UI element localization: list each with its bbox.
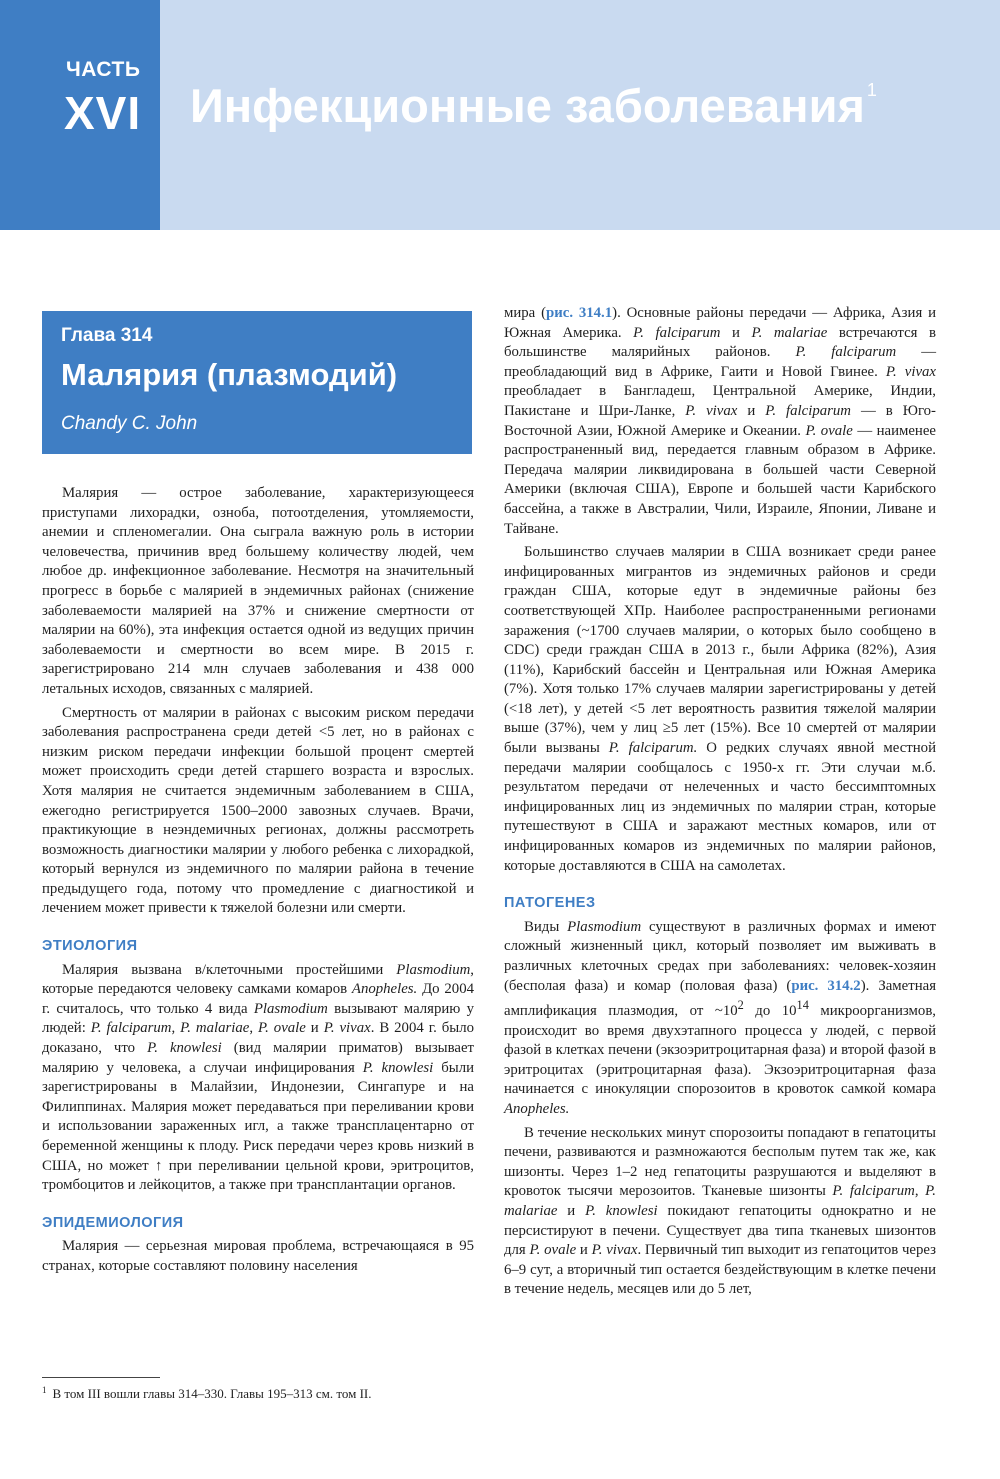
- figure-ref-314-1[interactable]: рис. 314.1: [546, 305, 613, 321]
- figure-ref-314-2[interactable]: рис. 314.2: [791, 977, 861, 994]
- left-column: [42, 484, 474, 1281]
- intro-paragraph-2: Смертность от малярии в районах с высоким риском передачи заболевания распространена среди детей <5 лет, но в районах с низким риском передачи инфекции большой процент смертей может происходить среди детей старшего возраста и взрослых. Хотя малярия не считается эндемичным заболеванием в США, ежегодно регистрируется 1500–2000 завозных случаев. Врачи, практикующие в неэндемичных регионах, должны рассмотреть возможность диагностики малярии у любого ребенка с лихорадкой, который вернулся из эндемичного по малярии района в течение предыдущего года, потому что промедление с диагностикой и лечением может привести к тяжелой болезни или смерти.: [42, 704, 474, 917]
- pathogenesis-paragraph-2: В течение нескольких минут спорозоиты попадают в гепатоциты печени, развиваются и размножаются бесполым путем так же, как шизонты. Через 1–2 нед гепатоциты разрушаются и выделяют в кровоток тысячи мерозоитов. Тканевые шизонты P. falciparum, P. malariae и P. knowlesi покидают гепатоциты однократно и не персистируют в печени. Существует два типа тканевых шизонтов для P. ovale и P. vivax. Первичный тип выходит из гепатоцитов через 6–9 сут, а вторичный тип остается бездействующим в клетке печени в течение недель, месяцев или до 5 лет,: [504, 1124, 936, 1298]
- pathogenesis-paragraph-1: Виды Plasmodium существуют в различных формах и имеют сложный жизненный цикл, который позволяет им выживать в различных клеточных средах при заболеваниях: человек-хозяин (бесполая фаза) и комар (половая фаза) (рис. 314.2). Заметная амплификация плазмодия, от $\sim 10^2$ до $10^{14}$ микроорганизмов, происходит во время двухэтапного процесса у людей, с первой фазой в клетках печени (экзоэритроцитарная фаза) и второй фазой в эритроцитах (эритроцитарная фаза). Экзоэритроцитарная фаза начинается с инокуляции спорозоитов в кровоток самкой комара Anopheles.: [504, 918, 937, 1118]
- right-column: [504, 304, 936, 1304]
- chapter-label: Глава 314: [61, 325, 153, 346]
- epidemiology-paragraph-continued: мира (рис. 314.1). Основные районы передачи — Африка, Азия и Южная Америка. P. falciparum и P. malariae встречаются в большинстве малярийных районов. P. falciparum — преобладающий вид в Африке, Гаити и Новой Гвинее. P. vivax преобладает в Бангладеш, Центральной Америке, Индии, Пакистане и Шри-Ланке, P. vivax и P. falciparum — в Юго-Восточной Азии, Южной Америке и Океании. P. ovale — наименее распространенный вид, передается главным образом в Африке. Передача малярии ликвидирована в большей части Северной Америки (включая США), Европе и большей части Карибского бассейна, а также в Австралии, Чили, Израиле, Японии, Ливане и Тайване.: [504, 305, 936, 537]
- chapter-header: [42, 311, 472, 454]
- etiology-paragraph: Малярия вызвана в/клеточными простейшими Plasmodium, которые передаются человеку самками комаров Anopheles. До 2004 г. считалось, что только 4 вида Plasmodium вызывают малярию у людей: P. falciparum, P. malariae, P. ovale и P. vivax. В 2004 г. было доказано, что P. knowlesi (вид малярии приматов) вызывает малярию у человека, а случаи инфицирования P. knowlesi были зарегистрированы в Малайзии, Индонезии, Сингапуре и на Филиппинах. Малярия может передаваться при переливании крови и использовании зараженных игл, а также трансплацентарно от беременной женщины к плоду. Риск передачи через кровь низкий в США, но может ↑ при переливании цельной крови, эритроцитов, тромбоцитов и лейкоцитов, а также при трансплантации органов.: [42, 961, 475, 1194]
- epidemiology-paragraph-start: Малярия — серьезная мировая проблема, встречающаяся в 95 странах, которые составляют половину населения: [42, 1238, 474, 1274]
- chapter-author: Chandy C. John: [61, 413, 198, 434]
- intro-paragraph-1: Малярия — острое заболевание, характеризующееся приступами лихорадки, озноба, потоотделения, утомляемости, анемии и спленомегалии. Она сыграла важную роль в истории человечества, причинив вред большему количеству людей, чем любое др. инфекционное заболевание. Несмотря на значительный прогресс в борьбе с малярией в эндемичных районах (снижение заболеваемости малярией на 37% и снижение смертности от малярии на 60%), эта инфекция остается одной из ведущих причин заболеваемости и смертности во всем мире. В 2015 г. зарегистрировано 214 млн случаев заболевания и 438 000 летальных исходов, связанных с малярией.: [42, 485, 474, 697]
- part-label: ЧАСТЬ: [66, 58, 141, 81]
- footnote-rule: [42, 1377, 160, 1378]
- part-title: [190, 78, 990, 133]
- part-banner: [0, 0, 1000, 230]
- etiology-heading: ЭТИОЛОГИЯ: [42, 938, 138, 955]
- part-number-box: [0, 0, 160, 230]
- chapter-title: Малярия (плазмодий): [61, 357, 398, 392]
- part-title-footnote-mark: 1: [866, 80, 877, 100]
- footnote-mark: 1: [42, 1385, 47, 1395]
- part-title-text: Инфекционные заболевания: [190, 79, 865, 132]
- epidemiology-paragraph-2: Большинство случаев малярии в США возникает среди ранее инфицированных мигрантов из эндемичных районов и среди граждан США, которые едут в эндемичные районы без соответствующей ХПр. Наиболее распространенными регионами заражения (~1700 случаев малярии, о которых было сообщено в CDC) среди граждан США в 2013 г., были Африка (82%), Азия (11%), Карибский бассейн и Центральная или Южная Америка (7%). Хотя только 17% случаев малярии зарегистрированы у детей (<18 лет), у детей <5 лет вероятность развития тяжелой малярии выше (37%), чем у лиц ≥5 лет (15%). Все 10 смертей от малярии были вызваны P. falciparum. О редких случаях явной местной передачи малярии сообщалось с 1950-х гг. Эти случаи м.б. результатом передачи от нелеченных и часто бессимптомных инфицированных лиц из эндемичных по малярии стран, которые путешествуют в США и заражают местных комаров, или от инфицированных комаров из эндемичных по малярии районов, которые доставляются в США на самолетах.: [504, 544, 936, 874]
- part-number: XVI: [64, 87, 142, 139]
- footnote-text: В том III вошли главы 314–330. Главы 195–313 см. том II.: [52, 1386, 372, 1401]
- epidemiology-heading: ЭПИДЕМИОЛОГИЯ: [42, 1214, 184, 1231]
- pathogenesis-heading: ПАТОГЕНЕЗ: [504, 895, 596, 912]
- footnote: [42, 1382, 474, 1402]
